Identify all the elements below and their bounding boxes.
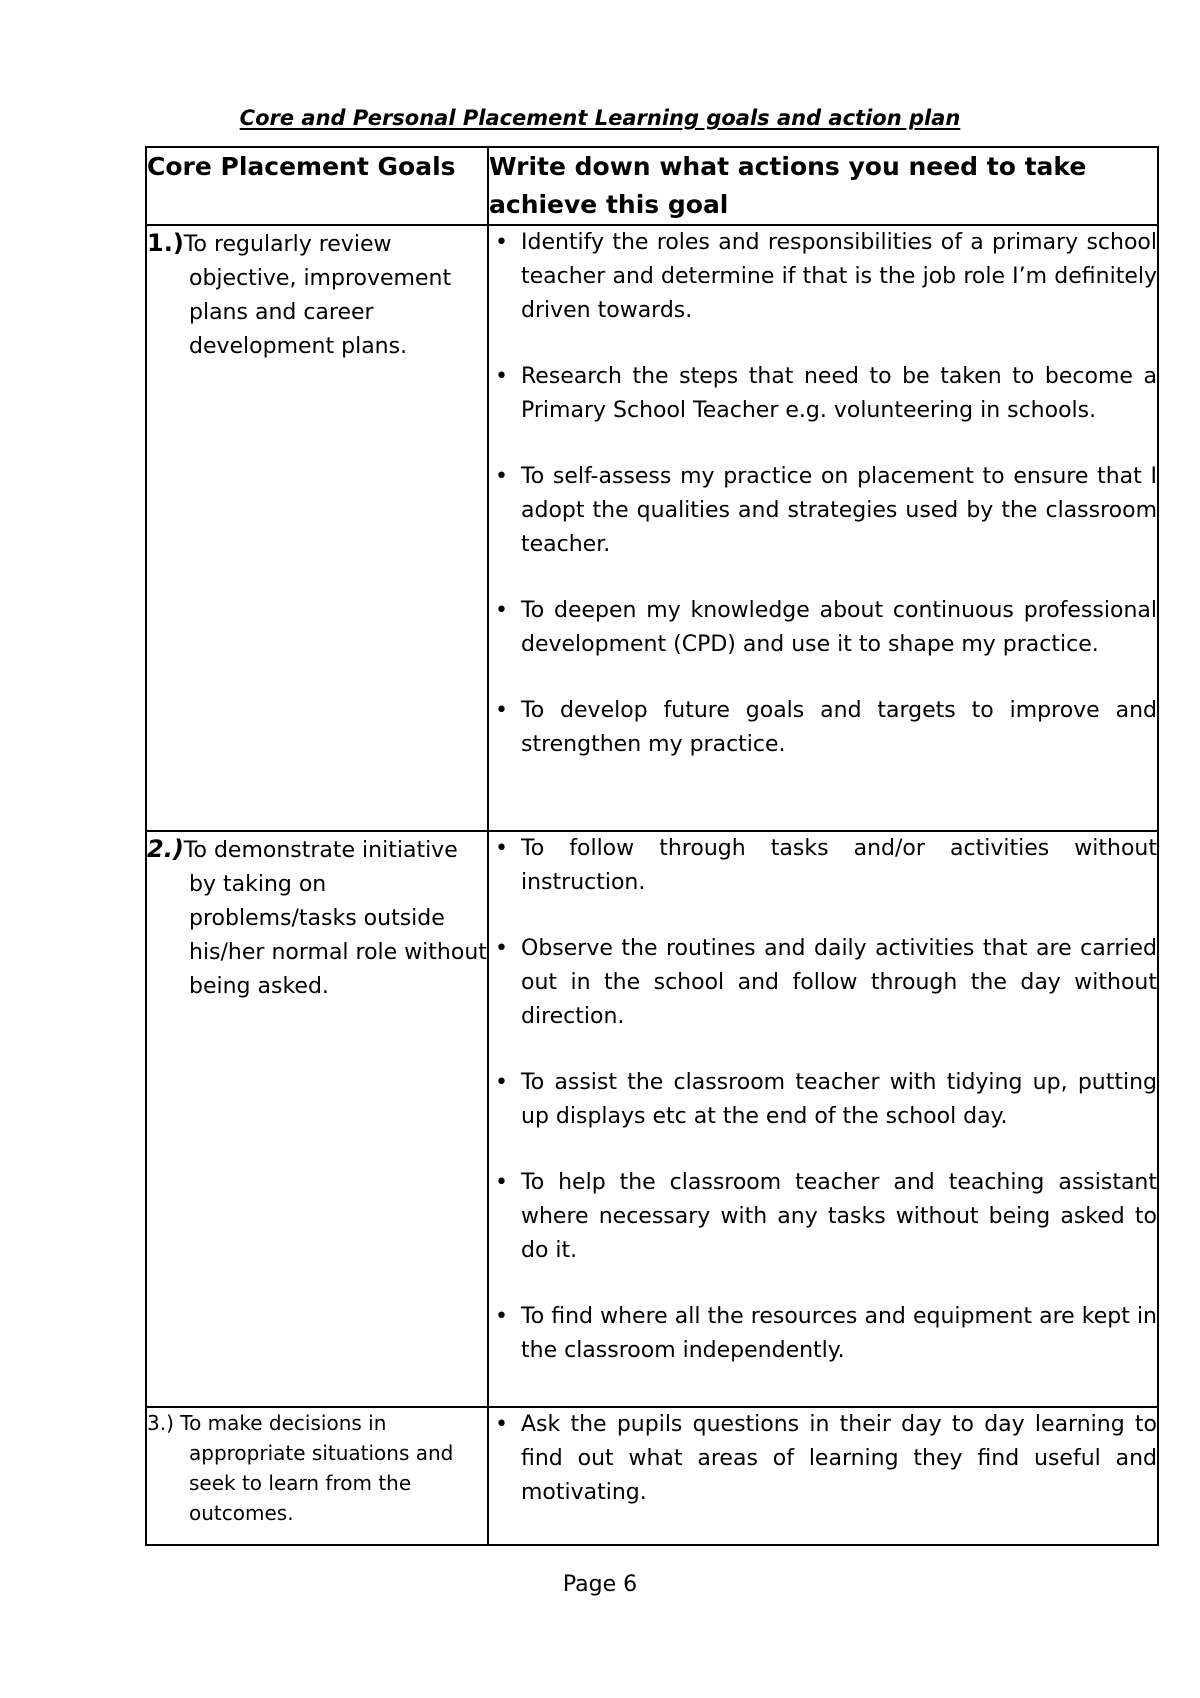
bullet-icon: • <box>495 1304 508 1329</box>
list-item <box>489 1408 1157 1510</box>
list-item <box>489 1166 1157 1268</box>
page-number: Page 6 <box>562 1572 638 1597</box>
goal-cell <box>146 1407 488 1545</box>
document-title: Core and Personal Placement Learning goals and action plan <box>239 106 961 130</box>
action-plan-table <box>145 146 1159 1546</box>
list-item <box>489 460 1157 562</box>
action-text: To self-assess my practice on placement to ensure that I adopt the qualities and strategies used by the classroom teacher. <box>521 464 1157 557</box>
action-text: To develop future goals and targets to improve and strengthen my practice. <box>521 698 1157 757</box>
list-item <box>489 594 1157 662</box>
list-item <box>489 694 1157 762</box>
action-text: Observe the routines and daily activities that are carried out in the school and follow through the day without direction. <box>521 936 1157 1029</box>
list-item <box>489 1066 1157 1134</box>
bullet-icon: • <box>495 1412 508 1437</box>
action-text: Identify the roles and responsibilities of a primary school teacher and determine if that is the job role I’m definitely driven towards. <box>521 230 1157 323</box>
list-item <box>489 360 1157 428</box>
goal-text: To demonstrate initiative by taking on problems/tasks outside his/her normal role without being asked. <box>183 838 487 999</box>
action-text: To help the classroom teacher and teaching assistant where necessary with any tasks without being asked to do it. <box>521 1170 1157 1263</box>
bullet-icon: • <box>495 836 508 861</box>
list-item <box>489 932 1157 1034</box>
action-text: To follow through tasks and/or activities without instruction. <box>521 836 1157 895</box>
table-row <box>146 225 1158 831</box>
bullet-icon: • <box>495 230 508 255</box>
bullet-icon: • <box>495 464 508 489</box>
goal-number: 2.) <box>147 835 184 863</box>
bullet-icon: • <box>495 598 508 623</box>
action-text: To find where all the resources and equipment are kept in the classroom independently. <box>521 1304 1157 1363</box>
action-text: Research the steps that need to be taken to become a Primary School Teacher e.g. volunteering in schools. <box>521 364 1157 423</box>
goal-text: To regularly review objective, improvement plans and career development plans. <box>183 232 452 359</box>
actions-cell <box>488 831 1158 1407</box>
actions-cell <box>488 1407 1158 1545</box>
goal-cell <box>146 225 488 831</box>
goal-number: 3.) <box>147 1411 174 1435</box>
table-row <box>146 1407 1158 1545</box>
table-row <box>146 831 1158 1407</box>
actions-list <box>489 226 1157 762</box>
bullet-icon: • <box>495 1070 508 1095</box>
action-text: To deepen my knowledge about continuous professional development (CPD) and use it to shape my practice. <box>521 598 1157 657</box>
goal-text-wrap <box>147 1408 487 1528</box>
goal-text: To make decisions in appropriate situations and seek to learn from the outcomes. <box>180 1411 454 1525</box>
header-goals: Core Placement Goals <box>146 147 488 225</box>
table-header-row <box>146 147 1158 225</box>
goal-number: 1.) <box>147 229 184 257</box>
bullet-icon: • <box>495 936 508 961</box>
goal-text-wrap <box>147 832 487 1004</box>
bullet-icon: • <box>495 698 508 723</box>
bullet-icon: • <box>495 364 508 389</box>
list-item <box>489 1300 1157 1368</box>
goal-text-wrap <box>147 226 487 364</box>
action-text: To assist the classroom teacher with tidying up, putting up displays etc at the end of the school day. <box>521 1070 1157 1129</box>
list-item <box>489 832 1157 900</box>
actions-list <box>489 1408 1157 1510</box>
list-item <box>489 226 1157 328</box>
goal-cell <box>146 831 488 1407</box>
bullet-icon: • <box>495 1170 508 1195</box>
actions-list <box>489 832 1157 1368</box>
actions-cell <box>488 225 1158 831</box>
action-text: Ask the pupils questions in their day to day learning to find out what areas of learning they find useful and motivating. <box>521 1412 1157 1505</box>
header-actions: Write down what actions you need to take achieve this goal <box>488 147 1158 225</box>
